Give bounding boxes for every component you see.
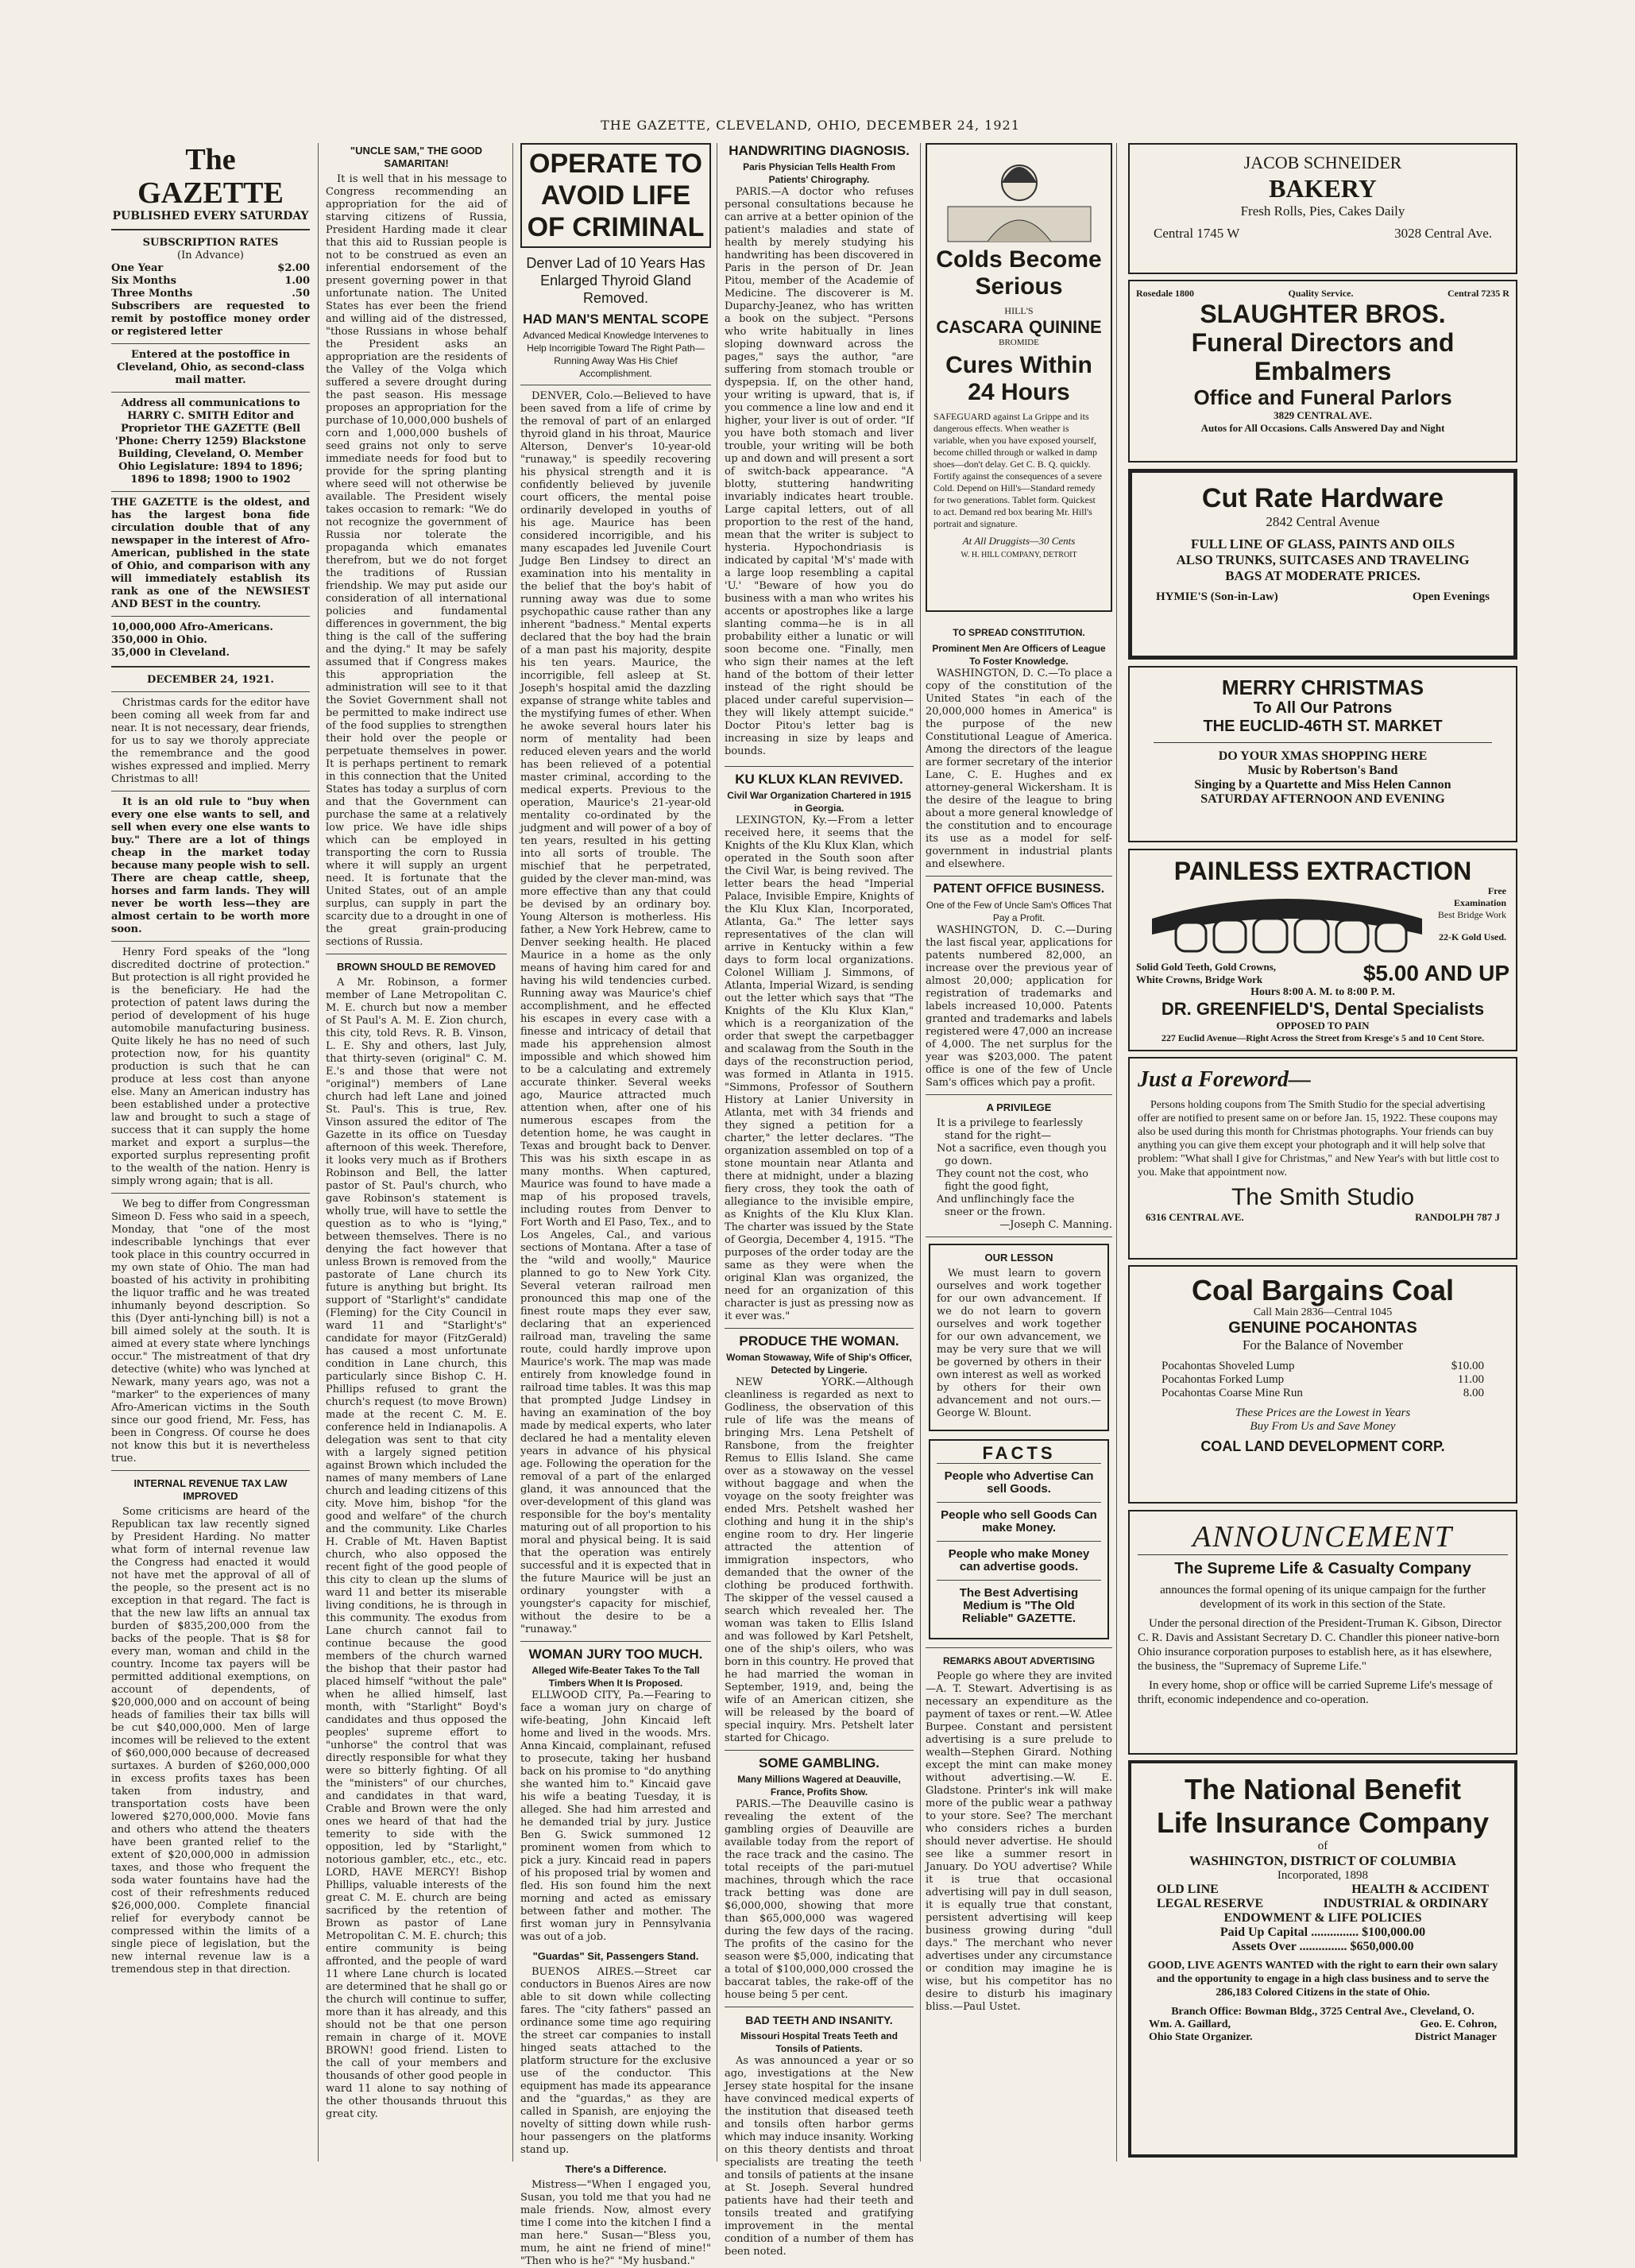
teeth-icon [1144, 887, 1430, 958]
constitution-heading: TO SPREAD CONSTITUTION. [953, 627, 1085, 638]
painless-headline: PAINLESS EXTRACTION [1173, 857, 1472, 885]
ford-editorial: Henry Ford speaks of the "long discredited doctrine of protection." But protection is all right provided he is the beneficiary. He had the protection of patent laws during the period of development of his huge automobile manufacturing business. Quite likely he has no need of such protection now, for his quantity production is such that he can produce at less cost than anyone else. Many an American industry has been established under a protective law and brought to such a stage of success that it can supply the home market and export a surplus—the exported surplus representing profit to the wealth of the nation. Henry is simply wrong again; that is all. [111, 946, 310, 1187]
column-rule [1116, 143, 1117, 2162]
fact-1: People who Advertise Can sell Goods. [937, 1463, 1101, 1502]
coal-period: For the Balance of November [1242, 1337, 1404, 1353]
hills-label: HILL'S [1004, 305, 1034, 316]
handwriting-deck: Paris Physician Tells Health From Patients' Chirography. [743, 161, 895, 185]
endowment: ENDOWMENT & LIFE POLICIES [1223, 1911, 1422, 1925]
column-news-5 [926, 620, 1112, 2162]
gambling-body: PARIS.—The Deauville casino is revealing the extent of the gambling orgies of Deauville are available today from the report of the race track and the casino. The total receipts of the pari-mutuel machines, through which the race track betting was done are $6,000,000, showing that more than $65,000,000 was wagered during the few days of the racing. The profits of the casino for the season were $5,000, indicating that a total of $100,000,000 crossed the baccarat tables, the rake-off of the house being 5 per cent. [725, 1798, 914, 2001]
circulation-notice: THE GAZETTE is the oldest, and has the largest bona fide circulation double that of any newspaper in the interest of Afro-American, published in the state of Ohio, and comparison with any will immediately establish its rank as one of the NEWSIEST AND BEST in the country. [111, 497, 310, 610]
dental-name: DR. GREENFIELD'S, Dental Specialists [1161, 999, 1485, 1019]
slaughter-line-4: Office and Funeral Parlors [1193, 385, 1452, 409]
handwriting-heading: HANDWRITING DIAGNOSIS. [729, 143, 910, 158]
national-location: WASHINGTON, DISTRICT OF COLUMBIA [1189, 1853, 1456, 1868]
jury-heading: WOMAN JURY TOO MUCH. [528, 1647, 703, 1662]
health-accident: HEALTH & ACCIDENT [1351, 1883, 1489, 1896]
hardware-hours: Open Evenings [1412, 590, 1490, 603]
difference-body: Mistress—"When I engaged you, Susan, you told me that you had ne male friends. Now, almost every time I come into the kitchen I find a man here." Susan—"Bless you, mum, he aint ne friend of mine!" "Then who is he?" "My husband." [520, 2179, 711, 2267]
fact-2: People who sell Goods Can make Money. [937, 1502, 1101, 1541]
coal-phone: Call Main 2836—Central 1045 [1253, 1306, 1393, 1318]
constitution-body: WASHINGTON, D. C.—To place a copy of the constitution of the United States "in each of the 20,000,000 homes in America" is the purpose of the new Constitutional League of America. Among the directors of the league are former secretary of the interior Lane, C. E. Hughes and ex attorney-general Wickersham. It is the desire of the league to bring about a more general knowledge of the constitution and to encourage its use as a model for self-government in industrial plants and elsewhere. [926, 668, 1112, 870]
euclid-time: SATURDAY AFTERNOON AND EVENING [1200, 792, 1445, 806]
gaillard-name: Wm. A. Gaillard, [1149, 2018, 1231, 2030]
hardware-line-5: BAGS AT MODERATE PRICES. [1225, 568, 1420, 583]
column-editorial-2 [326, 143, 507, 2162]
teeth-heading: BAD TEETH AND INSANITY. [745, 2014, 893, 2026]
paid-up-capital: Paid Up Capital ............... $100,000.00 [1219, 1925, 1426, 1939]
bakery-name: BAKERY [1269, 174, 1377, 203]
lesson-body: We must learn to govern ourselves and work together for our own advancement. If we do not learn to govern ourselves and work together for our own advancement, we may be very sure that we will be governed by others in their own interest as well as worked by others for their own advancement and not ours.—George W. Blount. [937, 1268, 1101, 1419]
rate-row: One Year $2.00 [111, 262, 310, 274]
population-3: 35,000 in Cleveland. [111, 647, 230, 659]
euclid-singing: Singing by a Quartette and Miss Helen Cannon [1194, 778, 1451, 791]
painless-extraction-ad [1128, 849, 1517, 1051]
remarks-heading: REMARKS ABOUT ADVERTISING [942, 1655, 1096, 1666]
brown-heading: BROWN SHOULD BE REMOVED [336, 961, 497, 973]
difference-heading: There's a Difference. [565, 2163, 667, 2175]
national-of: of [1317, 1840, 1328, 1852]
column-news-4 [725, 143, 914, 2258]
facts-heading: FACTS [982, 1443, 1056, 1463]
slaughter-service: Autos for All Occasions. Calls Answered Day and Night [1200, 422, 1445, 434]
national-line-1: The National Benefit [1184, 1773, 1462, 1805]
legal-reserve: LEGAL RESERVE [1157, 1897, 1264, 1910]
christmas-note: Christmas cards for the editor have been coming all week from far and near. It is not necessary, dear friends, for us to say we thoroly appreciate the remembrance and the good wishes expressed and implied. Merry Christmas to all! [111, 697, 310, 785]
patent-deck: One of the Few of Uncle Sam's Offices That Pay a Profit. [926, 900, 1112, 923]
tax-heading: INTERNAL REVENUE TAX LAW IMPROVED [133, 1477, 288, 1502]
free-exam: Free Examination [1453, 885, 1506, 908]
euclid-patrons: To All Our Patrons [1253, 699, 1393, 717]
criminal-body: DENVER, Colo.—Believed to have been saved from a life of crime by the removal of part of an enlarged thyroid gland in his throat, Maurice Alterson, Denver's 10-year-old "runaway," is speedily recovering his physical strength and it is confidently believed by juvenile court officers, the mental poise ordinarily developed in youths of his age. Maurice has been considered incorrigible, and his many escapades led Juvenile Court Judge Ben Lindsey to direct an examination into his mentality in the belief that the boy's habit of running away was due to some psychopathic cause rather than any inherent "badness." Mental experts declared that the boy had the brain of a man past his majority, despite his ten years. Maurice, the incorrigible, fell asleep at St. Joseph's hospital amid the dazzling expanse of strange white tables and the mystifying fumes of ether. When he awoke several hours later his norm of mentality had been reduced eleven years and the world has been relieved of a potential master criminal, according to the medical experts. Previous to the operation, Maurice's 21-year-old mentality co-ordinated by the judgment and will power of a boy of ten years, resulted in his getting into all sorts of trouble. The mischief that he perpetrated, guided by the clever man-mind, was more effective than any that could be devised by an ordinary boy. Young Alterson is motherless. His father, a New York Hebrew, came to Denver seeking health. He placed Maurice in a home as the only means of having him cared for and having his wild tendencies curbed. Running away was Maurice's chief accomplishment, and he effected his escapes in every case with a finesse and intricacy of detail that made his apprehension almost impossible and which showed him to be a calculating and extremely accurate thinker. Several weeks ago, Maurice attracted much attention when, after one of his numerous escapes from the detention home, he was caught in Texas and brought back to Denver. This was his sixth escape in as many months. When captured, Maurice was found to have made a map of his proposed travels, including routes from Denver to Fort Worth and El Paso, Tex., and to Los Angeles, Cal., and various sections of Montana. After a tase of the "wild and woolly," Maurice planned to go to New York City. Several veteran railroad men pronounced this map one of the finest route maps they ever saw, declaring that an experienced railroad man, traveling the same route, could hardly improve upon Maurice's work. The map was made entirely from knowledge found in railroad time tables. It was this map that prompted Judge Lindsey in having an examination of the boy made by medical experts, who later declared he had a mentality eleven years in advance of his physical age. Following the operation for the removal of a part of the enlarged gland, it was announced that the over-development of this gland was responsible for the boy's mentality maturing out of all proportion to his moral and physical being. It is said that the operation was entirely successful and it is expected that in the future Maurice will be just an ordinary youngster with a youngster's capacity for mischief, without the desire to be a "runaway." [520, 390, 711, 1635]
coal-headline: Coal Bargains Coal [1191, 1274, 1455, 1306]
klan-heading: KU KLUX KLAN REVIVED. [735, 772, 903, 787]
gambling-deck: Many Millions Wagered at Deauville, France, Profits Show. [737, 1774, 901, 1798]
old-line: OLD LINE [1157, 1883, 1219, 1896]
brand-cascara: CASCARA [936, 317, 1024, 337]
column-rule [318, 143, 319, 2162]
gold-used: 22-K Gold Used. [1438, 931, 1506, 942]
paper-title: The GAZETTE [137, 143, 284, 210]
slaughter-quality: Quality Service. [1288, 288, 1354, 299]
euclid-market-ad [1128, 666, 1517, 842]
national-benefit-ad [1128, 1760, 1517, 2158]
constitution-deck: Prominent Men Are Officers of League To Foster Knowledge. [932, 643, 1106, 667]
tax-editorial: Some criticisms are heard of the Republican tax law recently signed by President Harding. No matter what form of internal revenue law the Congress had enacted it would not have met the approval of all of the people, so the present act is no exception in that regard. The fact is that the new law lifts an annual tax burden of $835,200,000 from the backs of the people. That is $8 for every man, woman and child in the country. Income tax payers will be permitted additional exemptions, on account of dependents, of $20,000,000 and on account of being heads of families their tax bills will be cut $40,000,000. Men of large incomes will be relieved to the extent of $60,000,000 because of decreased surtaxes. A burden of $260,000,000 in excess profits taxes has been taken from industry, and transportation costs have been lowered $270,000,000. Movie fans and others who attend the theaters have been granted relief to the extent of $20,000,000 in admission taxes, and those who frequent the soda water fountains have had the cost of their refreshments reduced $26,000,000. Complete financial relief for everybody cannot be compressed within the limits of a single piece of legislation, but the new internal revenue law is a tremendous step in that direction. [111, 1506, 310, 1976]
woman-body: NEW YORK.—Although cleanliness is regarded as next to Godliness, the observation of this rule of life was the means of bringing Mrs. Lena Petshelt of Ransbone, from the freighter Remus to Ellis Island. She came over as a stowaway on the vessel without baggage and when the voyage on the sooty freighter was ended Mrs. Petshelt washed her clothing and hung it in the ship's engine room to dry. Her lingerie attracted the attention of immigration inspectors, who demanded that the owner of the clothing be produced forthwith. The skipper of the vessel caused a search which revealed her. The woman was taken to Ellis Island and was followed by Karl Petshelt, one of the ship's oilers, who was born in this country. He proved that he had married the woman in September, 1919, and, being the wife of an American citizen, she will be released by the board of special inquiry. Mrs. Petshelt later started for Chicago. [725, 1376, 914, 1744]
samaritan-heading: "UNCLE SAM," THE GOOD SAMARITAN! [350, 145, 483, 169]
dental-address: 227 Euclid Avenue—Right Across the Street from Kresge's 5 and 10 Cent Store. [1161, 1032, 1485, 1043]
rates-list [111, 262, 310, 300]
studio-phone: RANDOLPH 787 J [1415, 1211, 1500, 1223]
address-block: Address all communications to HARRY C. SMITH Editor and Proprietor THE GAZETTE (Bell 'Phone: Cherry 1259) Blackstone Building, Cleveland, O. Member Ohio Legislature: 1894 to 1896; 1896 to 1898; 1900 to 1902 [114, 397, 307, 486]
bromide-label: BROMIDE [999, 338, 1039, 347]
issue-date: DECEMBER 24, 1921. [147, 674, 274, 686]
euclid-market-name: THE EUCLID-46TH ST. MARKET [1203, 718, 1443, 735]
brown-body: A Mr. Robinson, a former member of Lane Metropolitan C. M. E. church but now a member of St Paul's A. M. E. Zion church, this city, told Revs. R. B. Vinson, L. E. Shy and others, last July, that thirty-seven (original" C. M. E.'s and those that were not "original") members of Lane church had left Lane and joined St. Paul's. This is true, Rev. Vinson assured the editor of The Gazette in its office on Tuesday afternoon of this week. Therefore, it looks very much as if Brothers Robinson and Bell, the latter pastor of St. Paul's church, who gave Robinson's statement is wholly true, will have to settle the question as to who is "lying," between themselves. There is no denying the fact however that unless Brown is removed from the pastorate of Lane church its future is anything but bright. Its support of "Starlight's" candidate (Fleming) for the City Council in ward 11 and "Starlight's" candidate for mayor (FitzGerald) has caused a most unfortunate condition in Lane church, this particularly since Bishop C. H. Phillips refused to grant the church's request (to move Brown) made at the recent C. M. E. conference held in Indianapolis. A delegation was sent to that city with a largely signed petition against Brown which included the names of many members of Lane church and leading citizens of this city. Move him, bishop "for the good and welfare" of the church and the community. Like Charles H. Crable of Mt. Haven Baptist church, who also opposed the recent fight of the good people of this city to clean up the slums of ward 11 and better its miserable living conditions, he is through in this community. The exodus from Lane church cannot fail to continue because the good members of the church warned the bishop that their pastor had placed himself "without the pale" when he allied himself, last month, with "Starlight" Boyd's candidates and thus opposed the peoples' supreme effort to "unhorse" the control that was directly responsible for what they were so bitterly fighting. Of all the "ministers" of our churches, and candidates in that ward, Crable and Brown were the only ones we heard of that had the temerity to side with the opposition, led by "Starlight," notorious gambler, etc., etc., etc. LORD, HAVE MERCY! Bishop Phillips, valuable interests of the great C. M. E. church are being sacrificed by the retention of Brown as pastor of Lane Metropolitan C. M. E. church; this entire community is being affronted, and the people of ward 11 where Lane church is located are determined that he shall go or the church will continue to suffer, more than it has already, and this should not be that one person remain in charge of it. MOVE BROWN! good friend. Listen to the call of your members and thousands of other good people in ward 11 alone to say nothing of the other thousands thruout this great city. [326, 977, 507, 2120]
slaughter-phone-1: Rosedale 1800 [1136, 288, 1194, 299]
slaughter-line-3: Embalmers [1254, 357, 1392, 385]
lesson-box [929, 1244, 1109, 1431]
schneider-bakery-ad [1128, 143, 1517, 274]
guardas-body: BUENOS AIRES.—Street car conductors in Buenos Aires are now able to sit down while collecting fares. The "city fathers" passed an ordinance some time ago requiring the street car companies to install hinged seats attached to the platform structure for the exclusive use of the conductor. This equipment has made its appearance and the "guardas," as they are called in Spanish, are enjoying the novelty of sitting down while rush-hour passengers on the platforms stand up. [520, 1966, 711, 2156]
column-rule [920, 143, 921, 2162]
old-rule-note: It is an old rule to "buy when every one else wants to sell, and sell when every one else wants to buy." There are a lot of things cheap in the market today because many people wish to sell. There are cheap cattle, sheep, horses and farm lands. They will never be worth less—they are almost certain to be worth more soon. [111, 796, 310, 935]
mental-scope-deck: Advanced Medical Knowledge Intervenes to Help Incorrigible Toward The Right Path—Running Away Was His Chief Accomplishment. [523, 330, 709, 379]
fact-4: The Best Advertising Medium is "The Old Reliable" GAZETTE. [937, 1580, 1101, 1631]
masthead: THE GAZETTE, CLEVELAND, OHIO, DECEMBER 24, 1921 [601, 118, 1020, 133]
criminal-deck: Denver Lad of 10 Years Has Enlarged Thyroid Gland Removed. [526, 255, 705, 306]
woman-illustration-icon [940, 151, 1099, 246]
supreme-p1: announces the formal opening of its unique campaign for the further development of its work in this section of the State. [1160, 1584, 1486, 1611]
hardware-line-3: FULL LINE OF GLASS, PAINTS AND OILS [1190, 536, 1455, 552]
supreme-p3: In every home, shop or office will be carried Supreme Life's message of thrift, economic independence and co-operation. [1138, 1679, 1493, 1706]
coal-product: GENUINE POCAHONTAS [1228, 1319, 1417, 1337]
industrial-ordinary: INDUSTRIAL & ORDINARY [1323, 1897, 1489, 1910]
population-2: 350,000 in Ohio. [111, 634, 207, 646]
bakery-tagline: Fresh Rolls, Pies, Cakes Daily [1240, 203, 1405, 219]
coal-lowest: These Prices are the Lowest in Years [1235, 1407, 1411, 1419]
agents-wanted: GOOD, LIVE AGENTS WANTED with the right to earn their own salary and the opportunity to engage in a high class business and to serve the 286,183 Colored Citizens in the state of Ohio. [1147, 1960, 1498, 1999]
cohron-title: District Manager [1414, 2031, 1497, 2043]
teeth-deck: Missouri Hospital Treats Teeth and Tonsils of Patients. [740, 2030, 898, 2054]
bakery-address: 3028 Central Ave. [1394, 226, 1492, 241]
euclid-music: Music by Robertson's Band [1247, 764, 1398, 777]
slaughter-line-2: Funeral Directors and [1191, 328, 1455, 357]
hardware-owner: HYMIE'S (Son-in-Law) [1156, 590, 1278, 603]
bridge-work: Best Bridge Work [1437, 909, 1506, 920]
hardware-name: Cut Rate Hardware [1201, 483, 1444, 513]
fact-3: People who make Money can advertise goods. [937, 1541, 1101, 1580]
patent-heading: PATENT OFFICE BUSINESS. [933, 882, 1105, 896]
privilege-heading: A PRIVILEGE [986, 1101, 1052, 1113]
paper-subtitle: PUBLISHED EVERY SATURDAY [112, 210, 309, 223]
patent-body: WASHINGTON, D. C.—During the last fiscal year, applications for patents numbered 82,000, an increase over the previous year of almost 20,000; application for registration of trademarks and labels increased 10,000. Patents granted and trademarks and labels registered were 47,000 an increase of 4,000. The net surplus for the year was $203,000. The patent office is one of the few of Uncle Sam's offices which pay a profit. [926, 924, 1112, 1089]
rate-row: Six Months 1.00 [111, 275, 310, 287]
cascara-quinine-ad [926, 143, 1112, 612]
cascara-maker: W. H. HILL COMPANY, DETROIT [961, 551, 1077, 559]
mental-scope-head: HAD MAN'S MENTAL SCOPE [523, 312, 709, 327]
dental-tagline: OPPOSED TO PAIN [1276, 1020, 1370, 1031]
column-news-3 [520, 143, 711, 2267]
remarks-body: People go where they are invited —A. T. Stewart. Advertising is as necessary an expenditure as the payment of taxes or rent.—W. Atlee Burpee. Constant and persistent advertising is a sure prelude to wealth—Stephen Girard. Nothing except the mint can make money without advertising.—W. E. Gladstone. Printer's ink will make more of the public wear a pathway to your store. See? The merchant who considers riches a burden should never advertise. He should see like a summer resort in January. Do YOU advertise? While it is true that occasional advertising will pay in dull season, it is equally true that constant, persistent advertising will keep business growing during "dull days." The merchant who never advertises under any circumstance or condition may imagine he is wise, but his competitor has no desire to disturb his imaginary bliss.—Paul Ustet. [926, 1670, 1112, 2013]
privilege-poem: It is a privilege to fearlessly stand for the right— Not a sacrifice, even though you go down. They count not the cost, who fight the good fight, And unflinchingly face the sneer or the frown. —Joseph C. Manning. [937, 1117, 1112, 1231]
dental-services: Solid Gold Teeth, Gold Crowns, White Crowns, Bridge Work [1136, 961, 1277, 985]
teeth-body: As was announced a year or so ago, investigations at the New Jersey state hospital for the insane have convinced medical experts of the institution that diseased teeth and tonsils often harbor germs which may induce insanity. Working on this theory dentists and throat specialists are treating the teeth and tonsils of patients at the insane at St. Joseph. Several hundred patients have had their teeth and tonsils treated and gratifying improvement in the mental condition of a number of them has been noted. [725, 2055, 914, 2258]
supreme-life-ad [1128, 1510, 1517, 1755]
assets: Assets Over ............... $650,000.00 [1231, 1940, 1414, 1953]
woman-deck: Woman Stowaway, Wife of Ship's Officer, Detected by Lingerie. [726, 1352, 912, 1376]
column-editorial [111, 143, 310, 2162]
slaughter-name: SLAUGHTER BROS. [1200, 300, 1446, 328]
dental-hours: Hours 8:00 A. M. to 8:00 P. M. [1250, 986, 1395, 998]
criminal-headline: OPERATE TO AVOID LIFE OF CRIMINAL [520, 143, 711, 248]
jury-body: ELLWOOD CITY, Pa.—Fearing to face a woman jury on charge of wife-beating, John Kincaid left home and lived in the woods. Mrs. Anna Kincaid, complainant, refused to prosecute, taking her husband back on his promise to "do anything she wanted him to." Kincaid gave his wife a beating Tuesday, it is alleged. She had him arrested and he demanded trial by jury. Justice Ben G. Swick summoned 12 prominent women from which to pick a jury. Kincaid read in papers of his proposed trial by women and fled. His son found him the next morning and acted as emissary between father and mother. The first woman jury in Pennsylvania was out of a job. [520, 1689, 711, 1943]
entry-notice: Entered at the postoffice in Cleveland, Ohio, as second-class mail matter. [116, 349, 305, 386]
bakery-phone: Central 1745 W [1154, 226, 1240, 241]
studio-body: Persons holding coupons from The Smith Studio for the special advertising offer are notified to present same on or before Jan. 15, 1922. These coupons may also be used during this month for Christmas photographs. Your friends can buy anything you can give them except your photograph and it will help solve that problem: "What shall I give for Christmas," and New Year's with but little cost to you. Make that appointment now. [1138, 1099, 1499, 1179]
studio-address: 6316 CENTRAL AVE. [1146, 1211, 1244, 1223]
euclid-shop: DO YOUR XMAS SHOPPING HERE [1218, 749, 1428, 763]
studio-headline: Just a Foreword— [1138, 1067, 1311, 1092]
facts-box [929, 1439, 1109, 1639]
branch-office: Branch Office: Bowman Bldg., 3725 Central Ave., Cleveland, O. [1171, 2006, 1475, 2018]
national-incorporated: Incorporated, 1898 [1277, 1869, 1369, 1882]
cut-rate-hardware-ad [1128, 469, 1517, 660]
cohron-name: Geo. E. Cohron, [1420, 2018, 1497, 2030]
divider [111, 229, 310, 230]
rates-subheading: (In Advance) [177, 250, 244, 261]
gambling-heading: SOME GAMBLING. [758, 1755, 880, 1771]
lesson-heading: OUR LESSON [984, 1252, 1053, 1264]
handwriting-body: PARIS.—A doctor who refuses personal consultations because he can arrive at a better opinion of the patient's maladies and state of health by merely studying his handwriting has been discovered in Paris in the person of Dr. Jean Pitou, member of the Academie of Medicine. The discoverer is M. Duparchy-Jeanez, who has written a book on the subject. "Persons who write habitually in lines sloping downward across the pages," says the author, "are suffering from stomach trouble or dyspepsia. If, on the other hand, your writing is upward, that is, if you commence a line low and end it higher, your liver is out of order. "If you have both stomach and liver trouble, your writing will be both up and down and will present a sort of switch-back appearance. "A blotty, stuttering handwriting invariably indicates heart trouble. Large capital letters, out of all proportion to the rest of the hand, mean that the writer is subject to hysteria. Hypochondriasis is indicated by capital 'M's' made with a large loop resembling a capital 'U.' "Beware of how you do business with a man who writes his accents or apostrophes like a large slanting comma—he is in all probability either a lunatic or will soon become one. "Finally, men who sign their names at the left hand of the bottom of their letter instead of the right should be placed under careful supervision—they will likely attempt suicide." Doctor Pitou's letter bag is increasing in size by leaps and bounds. [725, 186, 914, 757]
coal-price-row: Pocahontas Forked Lump 11.00 [1162, 1373, 1484, 1386]
rates-note: Subscribers are requested to remit by postoffice money order or registered letter [111, 300, 310, 338]
dental-price: $5.00 AND UP [1362, 961, 1509, 985]
jury-deck: Alleged Wife-Beater Takes To the Tall Timbers When It Is Proposed. [531, 1665, 700, 1689]
woman-heading: PRODUCE THE WOMAN. [739, 1333, 899, 1349]
national-line-2: Life Insurance Company [1156, 1806, 1490, 1839]
supreme-p2: Under the personal direction of the President-Truman K. Gibson, Director C. R. Davis and Assistant Secretary D. C. Chandler this pioneer native-born Ohio insurance corporation purposes to establish here, as it has elsewhere, the business, the "Supremacy of Supreme Life." [1138, 1617, 1502, 1673]
bakery-owner: JACOB SCHNEIDER [1243, 153, 1402, 172]
hardware-line-4: ALSO TRUNKS, SUITCASES AND TRAVELING [1176, 552, 1470, 567]
hardware-address: 2842 Central Avenue [1266, 514, 1380, 529]
population-1: 10,000,000 Afro-Americans. [111, 621, 273, 633]
slaughter-bros-ad [1128, 280, 1517, 463]
coal-save: Buy From Us and Save Money [1250, 1420, 1396, 1433]
gaillard-title: Ohio State Organizer. [1149, 2031, 1253, 2043]
colds-headline: Colds Become Serious [936, 246, 1102, 300]
announcement-headline: ANNOUNCEMENT [1138, 1519, 1508, 1555]
studio-name: The Smith Studio [1231, 1184, 1415, 1210]
guardas-heading: "Guardas" Sit, Passengers Stand. [532, 1950, 699, 1962]
supreme-name: The Supreme Life & Casualty Company [1174, 1560, 1471, 1577]
merry-christmas: MERRY CHRISTMAS [1221, 675, 1424, 699]
slaughter-address: 3829 CENTRAL AVE. [1274, 409, 1372, 421]
coal-company: COAL LAND DEVELOPMENT CORP. [1200, 1438, 1445, 1454]
samaritan-body: It is well that in his message to Congress recommending an appropriation for the aid of starving citizens of Russia, President Harding made it clear that this aid to Russian people is not to be construed as even an inferential endorsement of the present governing power in that unfortunate nation. The United States has ever been the friend and willing aid of the distressed, "those Russians in whose behalf the President asks an appropriation are the residents of the Valley of the Volga which suffered a severe drought during the past season. His message proposes an appropriation for the purchase of 10,000,000 bushels of corn and 1,000,000 bushels of seed grains not only to serve immediate needs for food but to provide for the spring planting where seed will not otherwise be available. The President wisely takes occasion to remark: "We do not recognize the government of Russia nor tolerate the propaganda which emanates therefrom, but we do not forget the traditions of Russian friendship. We may put aside our consideration of all international policies and fundamental differences in government, the big thing is the call of the suffering and the dying." It may be safely assumed that if Congress makes this appropriation the administration will see to it that the Soviet Government shall not be permitted to make indirect use of the food supplies to strengthen their hold over the people or perpetuate themselves in power. It is perhaps pertinent to remark in this connection that the United States has today a surplus of corn and that the Government can purchase the same at a relatively low price. We have idle ships which can be employed in transporting the corn to Russia where it will supply an urgent need. It is fortunate that the United States, out of an ample surplus, can supply in part the scarcity due to a drought in one of the great grain-producing sections of Russia. [326, 173, 508, 948]
klan-deck: Civil War Organization Chartered in 1915 in Georgia. [727, 790, 911, 814]
rates-heading: SUBSCRIPTION RATES [142, 237, 279, 249]
cures-headline: Cures Within 24 Hours [945, 352, 1092, 405]
smith-studio-ad [1128, 1057, 1517, 1260]
cascara-text: SAFEGUARD against La Grippe and its dangerous effects. When weather is variable, when you have exposed yourself, become chilled through or walked in damp shoes—don't delay. Get C. B. Q. quickly. Fortify against the consequences of a severe Cold. Depend on Hill's—Standard remedy for two generations. Tablet form. Quickest to act. Demand red box bearing Mr. Hill's portrait and signature. [933, 411, 1102, 529]
column-rule [512, 143, 513, 2162]
coal-price-row: Pocahontas Coarse Mine Run 8.00 [1162, 1387, 1484, 1399]
coal-price-row: Pocahontas Shoveled Lump $10.00 [1162, 1360, 1484, 1372]
cascara-price: At All Druggists—30 Cents [962, 535, 1076, 547]
slaughter-phone-2: Central 7235 R [1447, 288, 1509, 299]
klan-body: LEXINGTON, Ky.—From a letter received here, it seems that the Knights of the Klu Klux Klan, which operated in the South soon after the Civil War, is being revived. The letter bears the head "Imperial Palace, Invisible Empire, Knights of the Klu Klux Klan, Incorporated, Atlanta, Ga." The letter says representatives of the clan will arrive in Kentucky within a few days to form local organizations. Colonel William J. Simmons, of Atlanta, Imperial Wizard, is sending out the letter which says that "The Knights of the Klu Klux Klan," which is a reorganization of the order that swept the carpetbagger and scalawag from the South in the days of the reconstruction period, was formed in Atlanta in 1915. "Simmons, Professor of Southern History at Lanier University in Atlanta, met with 34 friends and they signed a petition for a charter," the letter declares. "The organization assembled on top of a stone mountain near Atlanta and there at midnight, under a blazing fiery cross, they took the oath of allegiance to the invisible empire, as Knights of the Klu Klux Klan. The charter was issued by the State of Georgia, December 4, 1915. "The purposes of the order today are the same as they were when the original Klan was organized, the need for an organization of this character is just as pressing now as it ever was." [725, 815, 914, 1322]
fess-editorial: We beg to differ from Congressman Simeon D. Fess who said in a speech, Monday, that "one of the most indescribable lynchings that ever took place in this country occurred in my own state of Ohio. The man had boasted of his activity in prohibiting the liquor traffic and he was treated inhumanly beyond description. So this (Dyer anti-lynching bill) is not a bill aimed solely at the south. It is aimed at every state where lynchings occur." The mistreatment of that dry detective (white) who was lynched at Newark, many years ago, was not a "marker" to the experiences of many Afro-American victims in the South since our good friend, Mr. Fess, has been in Congress. Of course he does not know this but it is nevertheless true. [111, 1198, 310, 1465]
coal-bargains-ad [1128, 1265, 1517, 1504]
brand-quinine: QUININE [1028, 317, 1102, 337]
rate-row: Three Months .50 [111, 288, 310, 300]
